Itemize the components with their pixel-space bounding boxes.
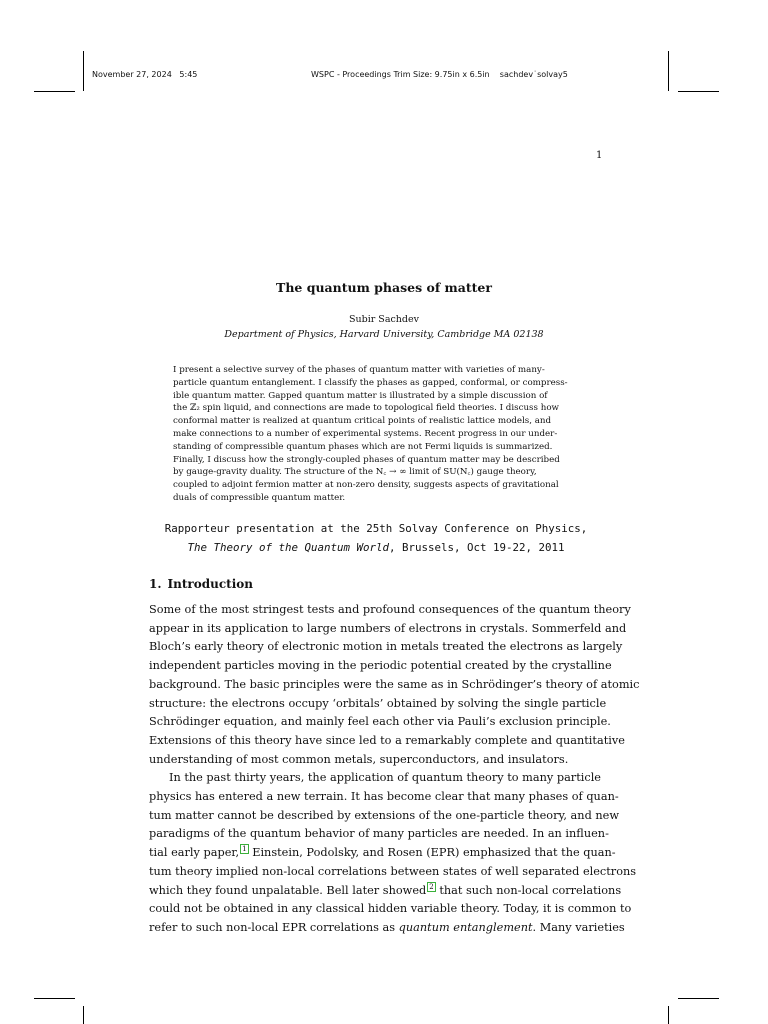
abstract-line: ible quantum matter. Gapped quantum matter is illustrated by a simple discussion of xyxy=(173,390,548,401)
abstract xyxy=(173,364,582,505)
abstract-line: duals of compressible quantum matter. xyxy=(173,492,346,503)
body-line: Bloch’s early theory of electronic motion in metals treated the electrons as largely xyxy=(149,640,623,654)
section-title: Introduction xyxy=(167,577,253,591)
paper-title: The quantum phases of matter xyxy=(276,280,492,295)
emphasis-term: quantum entanglement xyxy=(398,920,533,934)
body-line: understanding of most common metals, superconductors, and insulators. xyxy=(149,752,569,766)
body-text-fragment: which they found unpalatable. Bell later showed xyxy=(149,883,427,897)
body-line xyxy=(149,919,625,938)
body-line: background. The basic principles were the same as in Schrödinger’s theory of atomic xyxy=(149,677,640,691)
page-number: 1 xyxy=(596,150,603,161)
crop-mark-bottom-right-h xyxy=(678,998,719,999)
author-name: Subir Sachdev xyxy=(349,314,419,325)
body-text-fragment: that such non-local correlations xyxy=(435,883,622,897)
body-text-fragment: Einstein, Podolsky, and Rosen (EPR) emphasized that the quan- xyxy=(248,846,616,860)
abstract-line: standing of compressible quantum phases which are not Fermi liquids is summarized. xyxy=(173,441,553,452)
body-line: paradigms of the quantum behavior of many particles are needed. In an influen- xyxy=(149,827,609,841)
body-line: could not be obtained in any classical hidden variable theory. Today, it is common to xyxy=(149,902,632,916)
crop-mark-top-right-h xyxy=(678,91,719,92)
abstract-line: I present a selective survey of the phases of quantum matter with varieties of many- xyxy=(173,365,545,375)
abstract-line: particle quantum entanglement. I classify the phases as gapped, conformal, or compress- xyxy=(173,377,568,388)
body-line: physics has entered a new terrain. It has become clear that many phases of quan- xyxy=(149,790,619,804)
body-text-fragment: tial early paper, xyxy=(149,846,240,860)
body-text-fragment: . Many varieties xyxy=(532,920,625,934)
section-number: 1. xyxy=(149,577,162,591)
citation-link-1[interactable]: 1 xyxy=(242,845,247,854)
author-affiliation: Department of Physics, Harvard University, Cambridge MA 02138 xyxy=(224,329,544,340)
body-line: In the past thirty years, the application of quantum theory to many particle xyxy=(169,771,601,785)
crop-mark-top-right-v xyxy=(668,51,669,91)
crop-mark-bottom-left-v xyxy=(83,1006,84,1024)
body-line: structure: the electrons occupy ‘orbitals’ obtained by solving the single particle xyxy=(149,696,607,710)
body-line: Some of the most stringest tests and profound consequences of the quantum theory xyxy=(149,603,631,616)
rapporteur-line-1: Rapporteur presentation at the 25th Solvay Conference on Physics, xyxy=(164,522,588,535)
conference-place-date: , Brussels, Oct 19-22, 2011 xyxy=(389,541,565,554)
abstract-line: conformal matter is realized at quantum critical points of realistic lattice models, and xyxy=(173,416,552,427)
crop-mark-bottom-right-v xyxy=(668,1006,669,1024)
crop-mark-top-left-v xyxy=(83,51,84,91)
body-line xyxy=(149,882,622,901)
body-line: Extensions of this theory have since led to a remarkably complete and quantitative xyxy=(149,733,625,747)
abstract-line: make connections to a number of experimental systems. Recent progress in our under- xyxy=(173,428,558,439)
body-text-fragment: refer to such non-local EPR correlations as xyxy=(149,920,399,934)
section-heading xyxy=(149,577,253,591)
body-line: tum theory implied non-local correlations between states of well separated electrons xyxy=(149,864,637,878)
rapporteur-line-2 xyxy=(0,538,752,557)
running-head-date: November 27, 2024 5:45 xyxy=(92,70,198,79)
body-line: independent particles moving in the periodic potential created by the crystalline xyxy=(149,659,612,673)
abstract-line: by gauge-gravity duality. The structure of the N꜀ → ∞ limit of SU(N꜀) gauge theory, xyxy=(173,467,537,478)
conference-theme: The Theory of the Quantum World xyxy=(187,541,389,554)
crop-mark-bottom-left-h xyxy=(34,998,75,999)
body-line: tum matter cannot be described by extensions of the one-particle theory, and new xyxy=(149,808,620,822)
rapporteur-note xyxy=(0,519,752,557)
crop-mark-top-left-h xyxy=(34,91,75,92)
abstract-line: coupled to adjoint fermion matter at non-zero density, suggests aspects of gravitational xyxy=(173,480,559,491)
abstract-line: the ℤ₂ spin liquid, and connections are made to topological field theories. I discuss how xyxy=(173,403,559,414)
body-text xyxy=(149,601,640,938)
abstract-line: Finally, I discuss how the strongly-coupled phases of quantum matter may be described xyxy=(173,454,560,465)
body-line xyxy=(149,844,616,863)
running-head-info: WSPC - Proceedings Trim Size: 9.75in x 6.5in sachdev˙solvay5 xyxy=(311,70,568,79)
body-line: appear in its application to large numbers of electrons in crystals. Sommerfeld and xyxy=(149,621,627,635)
citation-link-2[interactable]: 2 xyxy=(429,882,434,891)
body-line: Schrödinger equation, and mainly feel each other via Pauli’s exclusion principle. xyxy=(149,715,611,729)
